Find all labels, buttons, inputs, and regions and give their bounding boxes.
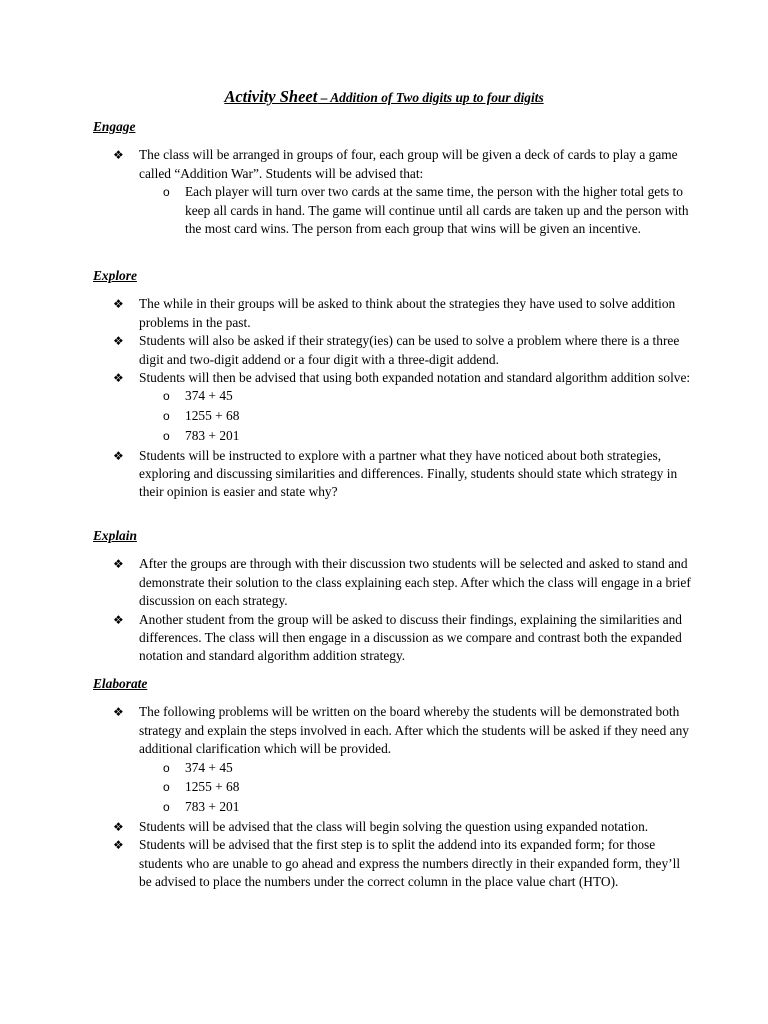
list-item-text: Students will be advised that the first step is to split the addend into its expanded form; for those students who are unable to go ahead and express the numbers directly in their expanded form, they’ll be advised to place the numbers under the correct column in the place value chart (HTO). bbox=[139, 837, 681, 889]
list-item bbox=[113, 611, 693, 666]
problem-text: 1255 + 68 bbox=[185, 408, 240, 424]
explore-problem-list bbox=[139, 387, 693, 445]
diamond-bullet-icon: ❖ bbox=[113, 819, 124, 834]
diamond-bullet-icon: ❖ bbox=[113, 334, 124, 349]
diamond-bullet-icon: ❖ bbox=[113, 612, 124, 627]
list-item bbox=[113, 332, 693, 369]
list-item bbox=[113, 447, 693, 502]
problem-item bbox=[163, 798, 693, 816]
diamond-bullet-icon: ❖ bbox=[113, 371, 124, 386]
problem-item bbox=[163, 778, 693, 796]
sub-list-item bbox=[163, 183, 693, 238]
list-item bbox=[113, 295, 693, 332]
circle-bullet-icon: o bbox=[163, 780, 170, 795]
elaborate-list bbox=[93, 703, 693, 891]
circle-bullet-icon: o bbox=[163, 389, 170, 404]
list-item bbox=[113, 369, 693, 445]
elaborate-problem-list bbox=[139, 759, 693, 817]
title-rest: – Addition of Two digits up to four digits bbox=[317, 90, 544, 105]
engage-list bbox=[93, 146, 693, 238]
circle-bullet-icon: o bbox=[163, 409, 170, 424]
section-engage bbox=[93, 118, 693, 238]
list-item-text: Students will then be advised that using both expanded notation and standard algorithm addition solve: bbox=[139, 370, 691, 386]
explore-list bbox=[93, 295, 693, 501]
list-item bbox=[113, 703, 693, 816]
problem-text: 1255 + 68 bbox=[185, 779, 240, 795]
circle-bullet-icon: o bbox=[163, 428, 170, 443]
problem-text: 783 + 201 bbox=[185, 427, 240, 443]
problem-text: 374 + 45 bbox=[185, 388, 233, 404]
circle-bullet-icon: o bbox=[163, 760, 170, 775]
diamond-bullet-icon: ❖ bbox=[113, 705, 124, 720]
section-heading-explore: Explore bbox=[93, 268, 137, 283]
problem-text: 374 + 45 bbox=[185, 759, 233, 775]
list-item-text: Another student from the group will be asked to discuss their findings, explaining the similarities and differences. The class will then engage in a discussion as we compare and contrast both the expanded notation and standard algorithm addition strategy. bbox=[139, 611, 682, 664]
list-item-text: The following problems will be written on the board whereby the students will be demonstrated both strategy and explain the steps involved in each. After which the students will be asked if they need any additional clarification which will be provided. bbox=[139, 704, 689, 757]
section-heading-engage: Engage bbox=[93, 119, 136, 134]
list-item-text: The while in their groups will be asked to think about the strategies they have used to solve addition problems in the past. bbox=[139, 296, 676, 330]
list-item-text: Students will be advised that the class will begin solving the question using expanded notation. bbox=[139, 818, 649, 834]
list-item-text: Students will be instructed to explore with a partner what they have noticed about both strategies, exploring and discussing similarities and differences. Finally, students should state which strategy in their opinion is easier and state why? bbox=[139, 447, 678, 500]
page-title bbox=[0, 88, 768, 107]
diamond-bullet-icon: ❖ bbox=[113, 148, 124, 163]
section-elaborate bbox=[93, 675, 693, 891]
problem-item bbox=[163, 427, 693, 445]
circle-bullet-icon: o bbox=[163, 800, 170, 815]
engage-sublist bbox=[139, 183, 693, 238]
problem-item bbox=[163, 387, 693, 405]
list-item bbox=[113, 146, 693, 238]
diamond-bullet-icon: ❖ bbox=[113, 557, 124, 572]
list-item-text: The class will be arranged in groups of four, each group will be given a deck of cards to play a game called “Addition War”. Students will be advised that: bbox=[139, 147, 678, 181]
list-item-text: After the groups are through with their discussion two students will be selected and asked to stand and demonstrate their solution to the class explaining each step. After which the class will engage in a brief discussion on each strategy. bbox=[139, 556, 691, 609]
section-heading-elaborate: Elaborate bbox=[93, 676, 148, 691]
title-main: Activity Sheet bbox=[224, 87, 318, 106]
diamond-bullet-icon: ❖ bbox=[113, 297, 124, 312]
section-explore bbox=[93, 267, 693, 502]
explain-list bbox=[93, 555, 693, 665]
diamond-bullet-icon: ❖ bbox=[113, 838, 124, 853]
list-item bbox=[113, 555, 693, 610]
sub-list-item-text: Each player will turn over two cards at the same time, the person with the higher total gets to keep all cards in hand. The game will continue until all cards are taken up and the person with the most card wins. The person from each group that wins will be given an incentive. bbox=[185, 184, 689, 237]
section-explain bbox=[93, 527, 693, 666]
diamond-bullet-icon: ❖ bbox=[113, 448, 124, 463]
problem-item bbox=[163, 407, 693, 425]
problem-item bbox=[163, 759, 693, 777]
problem-text: 783 + 201 bbox=[185, 799, 240, 815]
list-item bbox=[113, 818, 693, 836]
section-heading-explain: Explain bbox=[93, 528, 137, 543]
list-item-text: Students will also be asked if their strategy(ies) can be used to solve a problem where there is a three digit and two-digit addend or a four digit with a three-digit addend. bbox=[139, 333, 680, 367]
list-item bbox=[113, 836, 693, 891]
circle-bullet-icon: o bbox=[163, 185, 170, 200]
